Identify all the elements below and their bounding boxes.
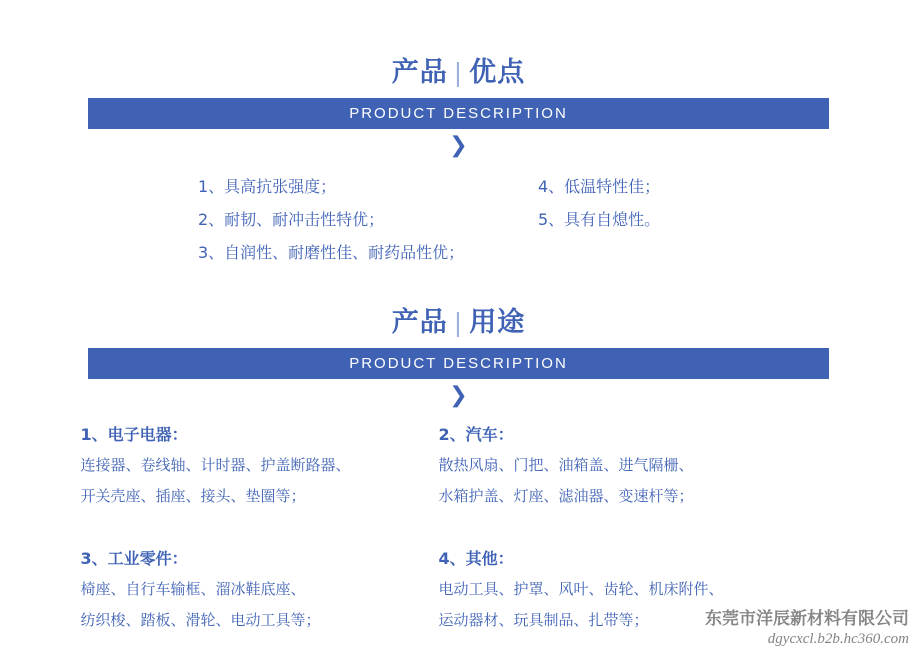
advantage-item: 2、耐韧、耐冲击性特优； xyxy=(198,210,385,229)
advantage-item: 1、具高抗张强度； xyxy=(198,177,337,196)
advantage-item: 4、低温特性佳； xyxy=(538,177,661,196)
usage-item: 椅座、自行车输框、溜冰鞋底座、 xyxy=(80,580,306,598)
advantages-column-left xyxy=(198,170,464,269)
section-advantages xyxy=(0,56,917,157)
usage-group xyxy=(81,420,461,512)
chevron-down-icon: ❯ xyxy=(449,383,468,408)
usage-item: 运动器材、玩具制品、扎带等； xyxy=(438,611,649,629)
section-usage-heading xyxy=(0,306,917,340)
usage-item: 电动工具、护罩、风叶、齿轮、机床附件、 xyxy=(438,580,724,598)
usage-group-title: 4、其他： xyxy=(438,549,514,568)
usage-item: 纺织梭、踏板、滑轮、电动工具等； xyxy=(80,611,321,629)
usage-group xyxy=(81,544,461,636)
usage-group xyxy=(439,544,819,636)
usage-group xyxy=(439,420,819,512)
watermark-site: dgycxcl.b2b.hc360.com xyxy=(767,631,909,647)
section-advantages-banner: PRODUCT DESCRIPTION xyxy=(88,98,829,129)
usage-column-left xyxy=(81,420,461,636)
usage-column-right xyxy=(439,420,819,636)
heading-word-primary: 产品 xyxy=(391,57,448,88)
heading-word-secondary: 优点 xyxy=(469,57,526,88)
advantages-column-right xyxy=(538,170,660,236)
section-usage-banner: PRODUCT DESCRIPTION xyxy=(88,348,829,379)
section-usage xyxy=(0,306,917,407)
heading-word-secondary: 用途 xyxy=(469,307,526,338)
usage-item: 连接器、卷线轴、计时器、护盖断路器、 xyxy=(80,456,351,474)
usage-group-title: 3、工业零件： xyxy=(80,549,188,568)
chevron-down-icon: ❯ xyxy=(449,133,468,158)
watermark-company: 东莞市洋辰新材料有限公司 xyxy=(705,609,909,629)
advantage-item: 5、具有自熄性。 xyxy=(538,210,661,229)
heading-separator: | xyxy=(453,58,464,87)
usage-group-title: 1、电子电器： xyxy=(80,425,188,444)
usage-item: 水箱护盖、灯座、滤油器、变速杆等； xyxy=(438,487,694,505)
usage-item: 开关壳座、插座、接头、垫圈等； xyxy=(80,487,306,505)
section-advantages-heading xyxy=(0,56,917,90)
advantage-item: 3、自润性、耐磨性佳、耐药品性优； xyxy=(198,243,465,262)
usage-group-title: 2、汽车： xyxy=(438,425,514,444)
usage-item: 散热风扇、门把、油箱盖、进气隔栅、 xyxy=(438,456,694,474)
heading-separator: | xyxy=(453,308,464,337)
heading-word-primary: 产品 xyxy=(391,307,448,338)
